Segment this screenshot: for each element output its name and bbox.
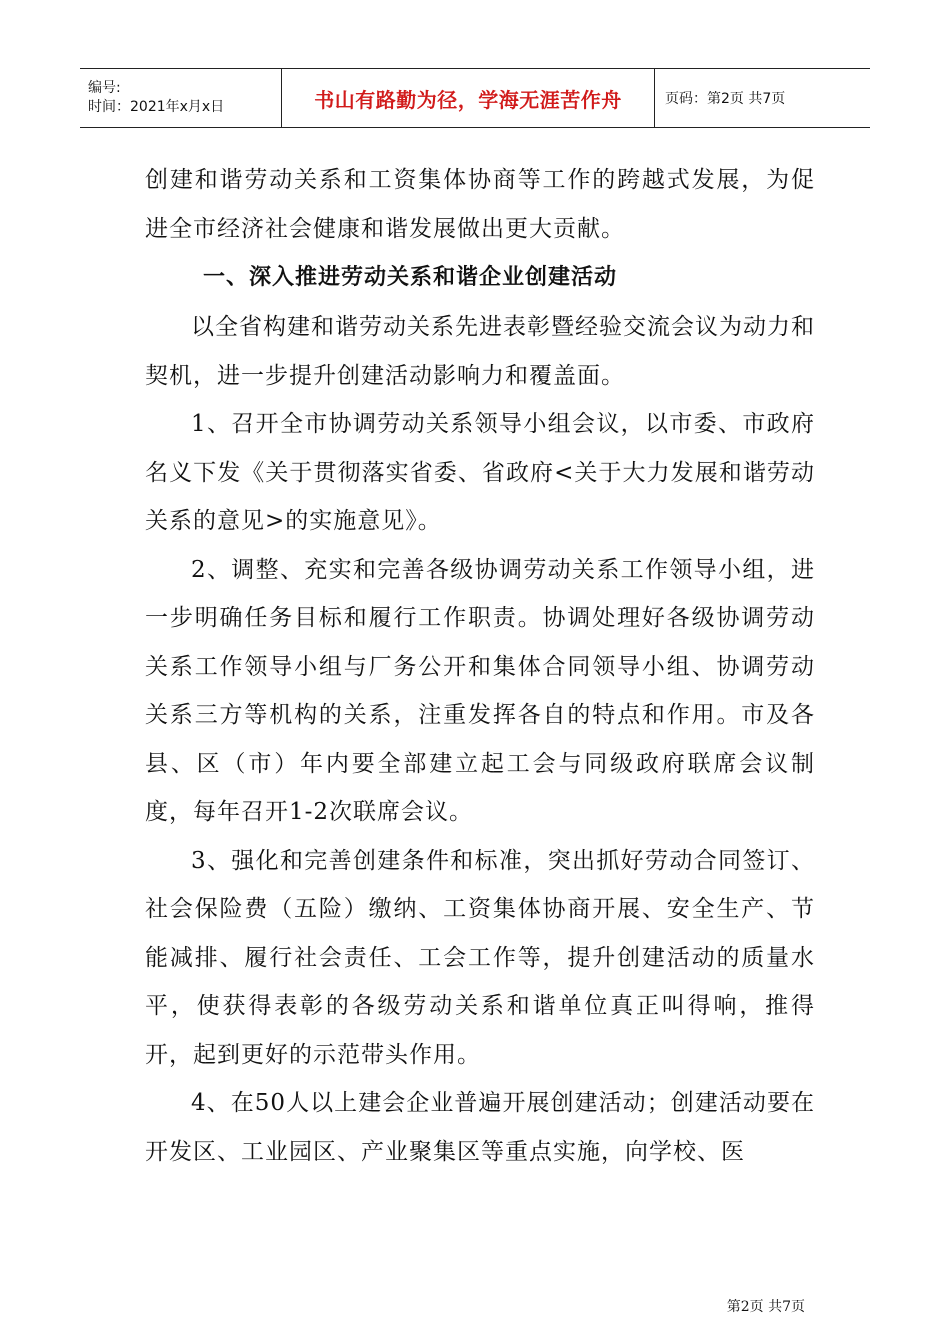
document-body <box>145 156 815 1176</box>
list-item-3: 3、强化和完善创建条件和标准，突出抓好劳动合同签订、社会保险费（五险）缴纳、工资集体协商开展、安全生产、节能减排、履行社会责任、工会工作等，提升创建活动的质量水平，使获得表彰的各级劳动关系和谐单位真正叫得响，推得开，起到更好的示范带头作用。 <box>145 847 815 1068</box>
list-item-2: 2、调整、充实和完善各级协调劳动关系工作领导小组，进一步明确任务目标和履行工作职责。协调处理好各级协调劳动关系工作领导小组与厂务公开和集体合同领导小组、协调劳动关系三方等机构的关系，注重发挥各自的特点和作用。市及各县、区（市）年内要全部建立起工会与同级政府联席会议制度，每年召开1-2次联席会议。 <box>145 556 815 825</box>
footer-page-label: 第2页 共7页 <box>726 1299 805 1315</box>
header-motto <box>282 69 655 127</box>
list-item-1: 1、召开全市协调劳动关系领导小组会议，以市委、市政府名义下发《关于贯彻落实省委、省政府<关于大力发展和谐劳动关系的意见>的实施意见》。 <box>145 411 815 534</box>
paragraph-intro: 以全省构建和谐劳动关系先进表彰暨经验交流会议为动力和契机，进一步提升创建活动影响力和覆盖面。 <box>145 314 815 389</box>
document-date-label: 时间：2021年x月x日 <box>88 99 225 115</box>
page-header <box>80 68 870 128</box>
paragraph-continued: 创建和谐劳动关系和工资集体协商等工作的跨越式发展，为促进全市经济社会健康和谐发展做出更大贡献。 <box>145 167 815 242</box>
motto-text: 书山有路勤为径，学海无涯苦作舟 <box>314 87 622 112</box>
header-page-label: 页码：第2页 共7页 <box>665 91 786 107</box>
section-heading: 一、深入推进劳动关系和谐企业创建活动 <box>203 265 618 290</box>
document-number-label: 编号: <box>88 80 121 96</box>
header-page-number <box>655 69 870 127</box>
page-footer <box>727 1296 805 1316</box>
header-meta <box>80 69 282 127</box>
list-item-4: 4、在50人以上建会企业普遍开展创建活动；创建活动要在开发区、工业园区、产业聚集区等重点实施，向学校、医 <box>145 1090 815 1165</box>
